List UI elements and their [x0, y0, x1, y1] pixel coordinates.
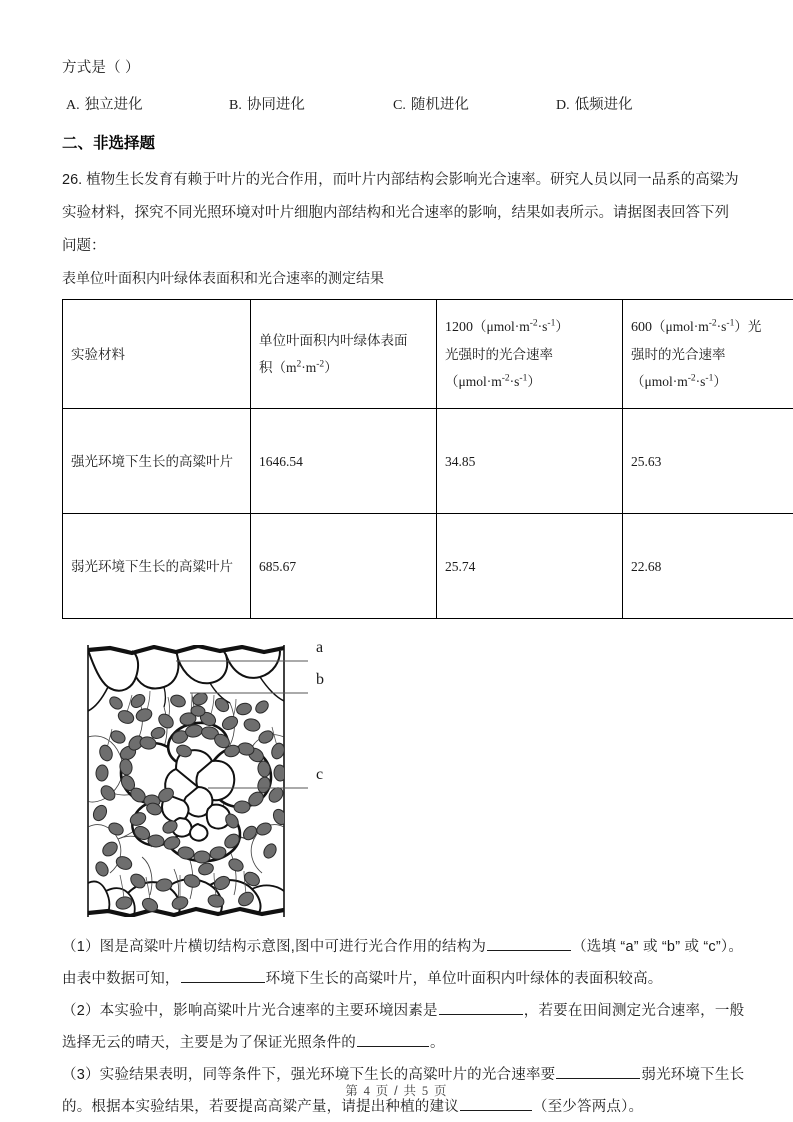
footer-middle: 页 / 共	[375, 1084, 418, 1098]
header-chloroplast-line2: 积$(m^2\cdot m^{-2})$	[259, 359, 338, 375]
sq1-l2-part1: 由表中数据可知，	[62, 971, 180, 987]
option-c-label: 随机进化	[410, 97, 469, 113]
header-cell-material	[63, 300, 251, 409]
footer-current-page: 4	[363, 1084, 372, 1098]
header-rate1200-line2: 光强时的光合速率	[445, 347, 553, 362]
page-content	[62, 52, 762, 1122]
footer-suffix: 页	[434, 1084, 448, 1098]
sq3-l2-part2: （至少答两点）。	[532, 1099, 644, 1115]
footer-prefix: 第	[345, 1084, 359, 1098]
sub-question-2-line-2	[62, 1027, 752, 1059]
option-a-letter: A.	[66, 98, 80, 113]
row-2-chloroplast-area: 685.67	[251, 514, 437, 619]
sq3-l2-part1: 的。根据本实验结果，若要提高高粱产量，请提出种植的建议	[62, 1099, 459, 1115]
page-footer	[0, 1081, 793, 1099]
option-c-letter: C.	[393, 98, 406, 113]
footer-total-pages: 5	[421, 1084, 430, 1098]
table-row	[63, 409, 793, 514]
table-row	[63, 514, 793, 619]
option-d[interactable]	[556, 90, 633, 121]
sub-question-2-line-1	[62, 995, 752, 1027]
header-cell-rate-600	[623, 300, 793, 409]
sq2-l2-part1: 选择无云的晴天，主要是为了保证光照条件的	[62, 1035, 356, 1051]
header-rate1200-line3: $(\mu mol\cdot m^{-2}\cdot s^{-1})$	[445, 373, 541, 389]
question-26-stem-line-2: 实验材料，探究不同光照环境对叶片细胞内部结构和光合速率的影响，结果如表所示。请据图表回答下列	[62, 205, 729, 221]
row-1-rate-1200: 34.85	[437, 409, 623, 514]
sq2-l2-part2: 。	[430, 1035, 445, 1051]
option-b[interactable]	[229, 90, 305, 121]
top-question-stem: 方式是（ ）	[62, 60, 140, 76]
option-b-letter: B.	[229, 98, 242, 113]
header-rate600-line1: $600(\mu mol\cdot m^{-2}\cdot s^{-1})$光	[631, 318, 762, 335]
row-2-material: 弱光环境下生长的高粱叶片	[63, 514, 251, 619]
row-1-material: 强光环境下生长的高粱叶片	[63, 409, 251, 514]
header-rate600-line2: 强时的光合速率	[631, 347, 726, 362]
leaf-diagram-svg	[80, 637, 310, 927]
question-26-stem-line-1: 26. 植物生长发育有赖于叶片的光合作用，而叶片内部结构会影响光合速率。研究人员以同一品系的高粱为	[62, 172, 739, 188]
header-cell-chloroplast-area	[251, 300, 437, 409]
option-b-label: 协同进化	[246, 97, 305, 113]
sq2-blank-1[interactable]	[439, 1000, 523, 1015]
sq1-l1-part1: （1）图是高粱叶片横切结构示意图,图中可进行光合作用的结构为	[62, 939, 487, 955]
header-rate600-line3: $(\mu mol\cdot m^{-2}\cdot s^{-1})$	[631, 373, 727, 389]
sub-question-1-line-2	[62, 963, 752, 995]
top-question-options	[62, 90, 752, 120]
header-chloroplast-line1: 单位叶面积内叶绿体表面	[259, 333, 408, 348]
option-c[interactable]	[393, 90, 469, 121]
header-rate1200-line1: $1200(\mu mol\cdot m^{-2}\cdot s^{-1})$	[445, 318, 569, 335]
measurement-table	[62, 299, 793, 619]
section-heading: 二、非选择题	[62, 135, 156, 152]
sq2-blank-2[interactable]	[357, 1032, 429, 1047]
table-caption: 表单位叶面积内叶绿体表面积和光合速率的测定结果	[62, 270, 384, 286]
table-header-row	[63, 300, 793, 409]
figure-label-a: a	[316, 639, 324, 656]
sq2-l1-part2: ，若要在田间测定光合速率，一般	[523, 1003, 745, 1019]
sq3-l1-part1: （3）实验结果表明，同等条件下，强光环境下生长的高粱叶片的光合速率要	[62, 1067, 556, 1083]
figure-label-c: c	[316, 766, 324, 783]
row-1-rate-600: 25.63	[623, 409, 793, 514]
header-material-text: 实验材料	[71, 346, 125, 362]
sq2-l1-part1: （2）本实验中，影响高粱叶片光合速率的主要环境因素是	[62, 1003, 438, 1019]
option-d-label: 低频进化	[574, 97, 633, 113]
sq1-blank-2[interactable]	[181, 968, 265, 983]
row-1-chloroplast-area: 1646.54	[251, 409, 437, 514]
option-d-letter: D.	[556, 98, 570, 113]
sub-question-1-line-1	[62, 931, 752, 963]
figure-label-b: b	[316, 671, 324, 688]
option-a-label: 独立进化	[84, 97, 143, 113]
header-cell-rate-1200	[437, 300, 623, 409]
sq1-l1-part2: （选填 “a” 或 “b” 或 “c”）。	[572, 939, 744, 955]
sq1-l2-part2: 环境下生长的高粱叶片，单位叶面积内叶绿体的表面积较高。	[265, 971, 663, 987]
sq1-blank-1[interactable]	[487, 936, 571, 951]
option-a[interactable]	[66, 90, 143, 121]
leaf-cross-section-figure	[62, 631, 752, 931]
sq3-blank-1[interactable]	[556, 1064, 640, 1079]
row-2-rate-1200: 25.74	[437, 514, 623, 619]
sq3-l1-part2: 弱光环境下生长	[641, 1067, 745, 1083]
leaf-interior	[88, 646, 289, 916]
question-26-stem-line-3: 问题：	[62, 238, 106, 254]
row-2-rate-600: 22.68	[623, 514, 793, 619]
